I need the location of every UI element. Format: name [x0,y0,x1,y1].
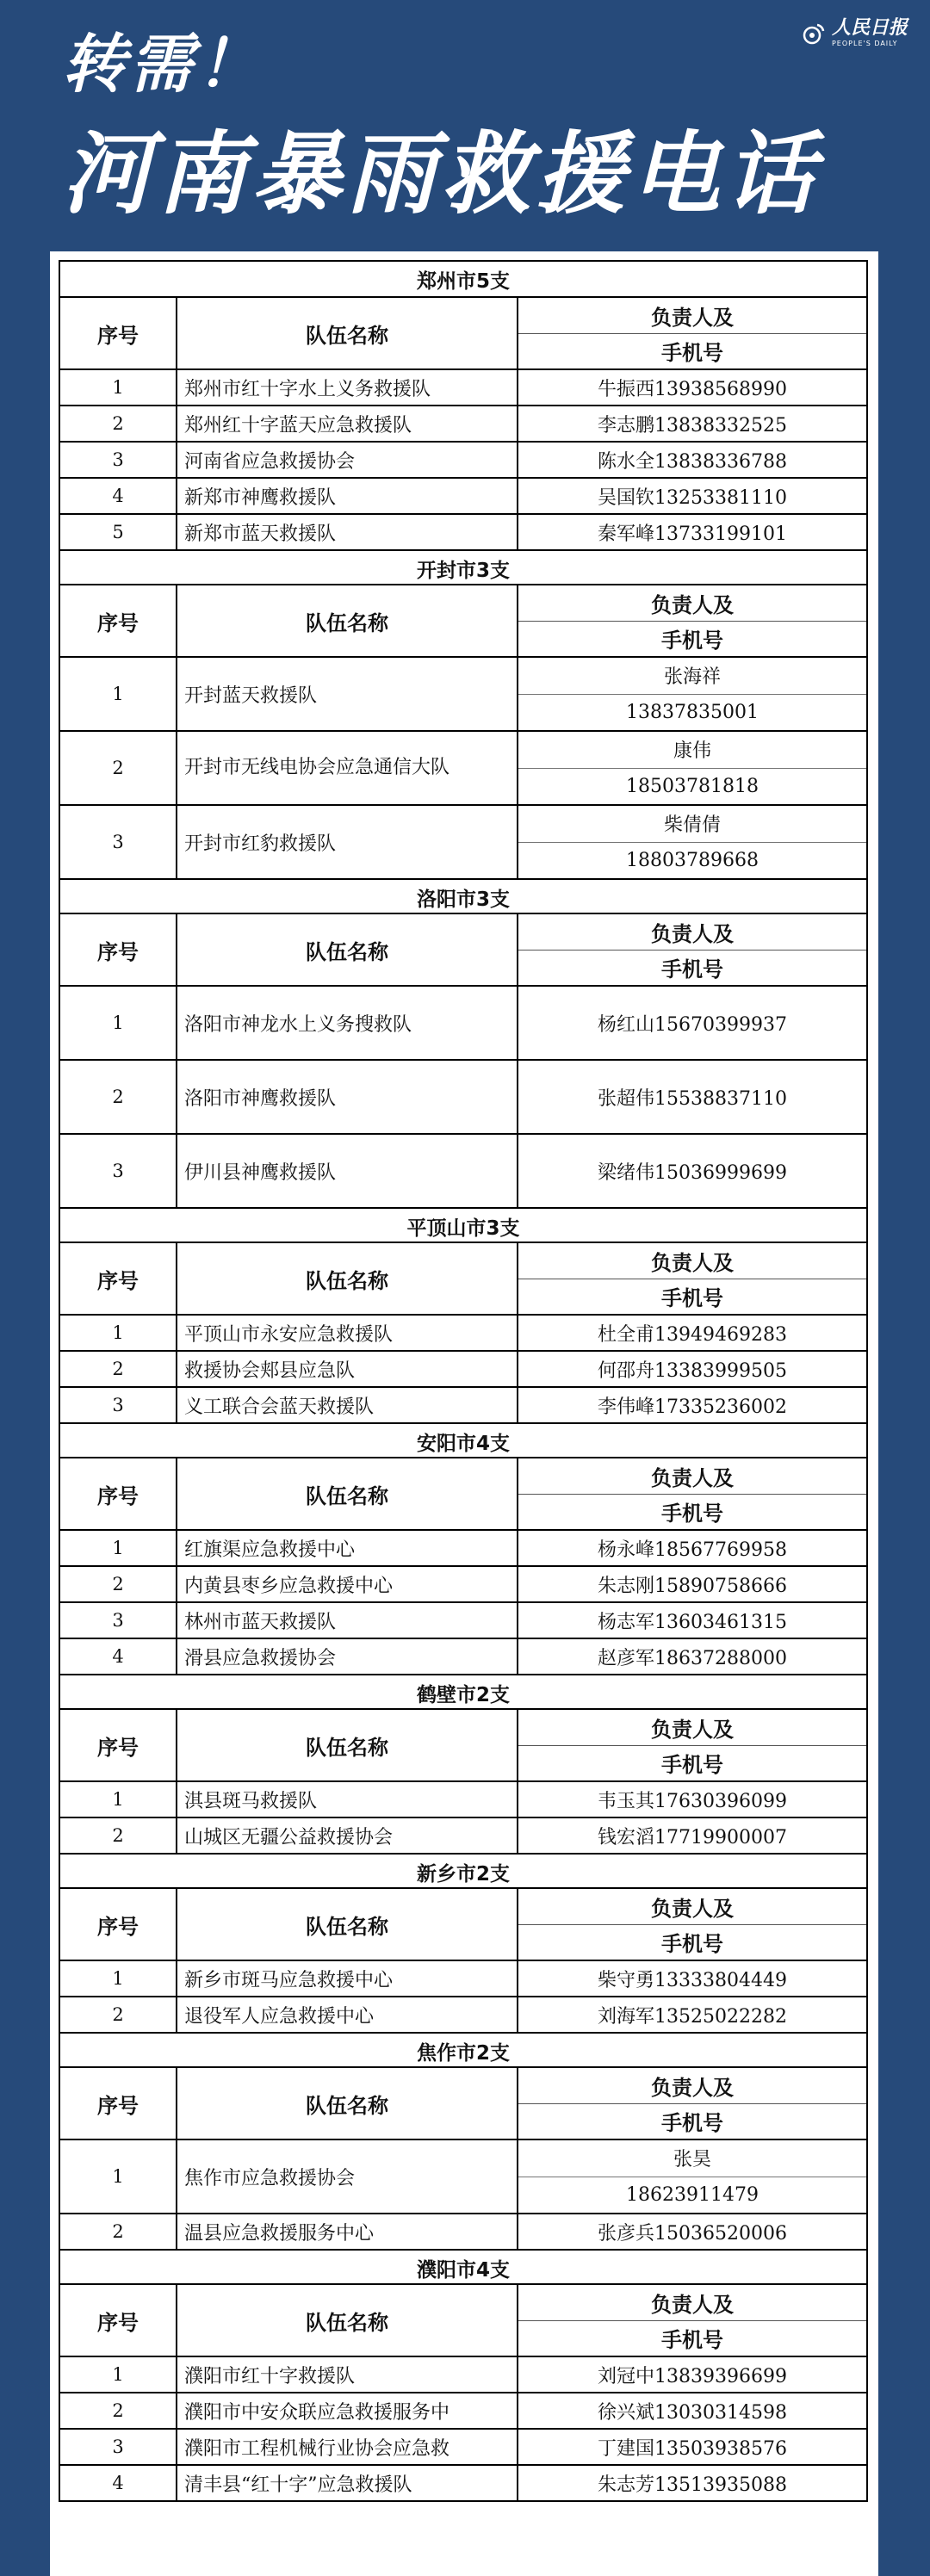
header-team: 队伍名称 [177,1458,518,1529]
header-index: 序号 [60,1710,177,1780]
table-row [60,477,866,513]
brand-name: 人民日报 [831,17,908,39]
team-name: 濮阳市工程机械行业协会应急救 [177,2430,518,2464]
contact-person: 康伟 [673,740,711,763]
page-header [0,0,930,258]
team-name: 濮阳市红十字救援队 [177,2357,518,2392]
contact-person-phone: 牛振西13938568990 [598,378,787,400]
header-contact-line1: 负责人及 [651,921,734,946]
table-row [60,1386,866,1422]
team-name: 山城区无疆公益救援协会 [177,1818,518,1853]
table-header-row [60,296,866,368]
header-contact-line1: 负责人及 [651,1465,734,1490]
row-index: 3 [60,806,177,878]
team-name: 内黄县枣乡应急救援中心 [177,1567,518,1601]
city-section-row [60,1207,866,1242]
header-team: 队伍名称 [177,914,518,985]
weibo-logo-icon [801,21,827,46]
table-row [60,656,866,730]
table-row [60,2464,866,2500]
header-contact [518,914,866,985]
table-row [60,2213,866,2249]
team-name: 开封蓝天救援队 [177,658,518,730]
team-name: 开封市红豹救援队 [177,806,518,878]
header-index: 序号 [60,914,177,985]
header-index: 序号 [60,2285,177,2356]
row-index: 1 [60,1531,177,1565]
contact-person-phone: 赵彦军18637288000 [598,1647,787,1669]
city-section-row [60,878,866,913]
contact-person-phone: 何邵舟13383999505 [598,1359,787,1382]
brand-watermark [801,19,908,47]
row-index: 2 [60,1818,177,1853]
table-row [60,368,866,405]
contact-phone: 18503781818 [518,768,866,805]
header-contact [518,298,866,368]
team-name: 开封市无线电协会应急通信大队 [177,732,518,804]
city-section-row [60,2249,866,2283]
contact-person-phone: 韦玉其17630396099 [598,1790,787,1812]
row-index: 5 [60,515,177,549]
rescue-table-sheet [50,251,878,2576]
team-name: 红旗渠应急救援中心 [177,1531,518,1565]
table-row [60,2392,866,2428]
header-index: 序号 [60,298,177,368]
contact-phone: 18803789668 [518,842,866,879]
team-name: 义工联合会蓝天救援队 [177,1388,518,1422]
header-contact-line2: 手机号 [518,1494,866,1530]
contact-person-phone: 徐兴斌13030314598 [598,2401,787,2424]
city-section-row [60,2032,866,2066]
header-contact-line2: 手机号 [518,1745,866,1781]
table-row [60,985,866,1059]
header-contact [518,1243,866,1314]
table-row [60,1996,866,2032]
team-name: 新乡市斑马应急救援中心 [177,1961,518,1996]
city-section-row [60,1422,866,1457]
city-name: 焦作市2支 [416,2041,510,2065]
header-contact-line2: 手机号 [518,1924,866,1960]
header-contact-line2: 手机号 [518,950,866,986]
team-name: 林州市蓝天救援队 [177,1603,518,1638]
contact-person-phone: 朱志刚15890758666 [598,1575,787,1597]
table-row [60,2428,866,2464]
table-row [60,730,866,804]
header-index: 序号 [60,1243,177,1314]
table-row [60,1314,866,1350]
row-index: 1 [60,1782,177,1817]
row-index: 2 [60,1997,177,2032]
contact-person-phone: 张超伟15538837110 [598,1087,787,1110]
row-index: 1 [60,2357,177,2392]
header-team: 队伍名称 [177,1243,518,1314]
row-index: 2 [60,2393,177,2428]
header-team: 队伍名称 [177,298,518,368]
contact-person-phone: 柴守勇13333804449 [598,1969,787,1991]
header-contact-line1: 负责人及 [651,1896,734,1921]
city-name: 洛阳市3支 [416,888,510,911]
contact-person-phone: 秦军峰13733199101 [598,523,787,545]
header-contact [518,585,866,656]
header-contact-line1: 负责人及 [651,2075,734,2100]
team-name: 郑州市红十字水上义务救援队 [177,370,518,405]
row-index: 1 [60,370,177,405]
contact-person-phone: 刘冠中13839396699 [598,2365,787,2387]
table-header-row [60,584,866,656]
table-row [60,405,866,441]
contact-person-phone: 刘海军13525022282 [598,2005,787,2028]
contact-person-phone: 杨永峰18567769958 [598,1539,787,1561]
contact-person-phone: 钱宏滔17719900007 [598,1826,787,1848]
city-name: 鹤壁市2支 [416,1683,510,1706]
row-index: 4 [60,1639,177,1674]
header-index: 序号 [60,2068,177,2139]
row-index: 1 [60,1961,177,1996]
team-name: 焦作市应急救援协会 [177,2140,518,2213]
contact-cell [518,658,866,730]
table-header-row [60,913,866,985]
table-row [60,804,866,878]
team-name: 淇县斑马救援队 [177,1782,518,1817]
table-row [60,1529,866,1565]
city-section-row [60,1674,866,1708]
header-contact [518,2068,866,2139]
row-index: 3 [60,2430,177,2464]
team-name: 洛阳市神龙水上义务搜救队 [177,987,518,1059]
header-team: 队伍名称 [177,1889,518,1960]
city-section-row [60,549,866,584]
team-name: 救援协会郏县应急队 [177,1352,518,1386]
row-index: 3 [60,1388,177,1422]
title-large: 河南暴雨救援电话 [62,121,821,226]
table-header-row [60,1887,866,1960]
contact-phone: 13837835001 [518,694,866,731]
row-index: 1 [60,1316,177,1350]
row-index: 2 [60,406,177,441]
contact-person: 张海祥 [663,666,721,689]
header-contact-line2: 手机号 [518,2320,866,2356]
team-name: 退役军人应急救援中心 [177,1997,518,2032]
table-row [60,1780,866,1817]
contact-cell [518,806,866,878]
row-index: 1 [60,2140,177,2213]
rescue-contact-table [59,260,868,2502]
header-contact [518,1889,866,1960]
table-row [60,1133,866,1207]
contact-cell [518,732,866,804]
city-section-row [60,1853,866,1887]
city-name: 平顶山市3支 [406,1217,520,1240]
table-header-row [60,2283,866,2356]
contact-person-phone: 杨志军13603461315 [598,1611,787,1633]
team-name: 新郑市神鹰救援队 [177,479,518,513]
contact-person-phone: 杜全甫13949469283 [598,1323,787,1346]
contact-person-phone: 吴国钦13253381110 [598,486,787,509]
contact-phone: 18623911479 [518,2177,866,2214]
row-index: 2 [60,1567,177,1601]
header-team: 队伍名称 [177,1710,518,1780]
row-index: 1 [60,658,177,730]
contact-person-phone: 梁绪伟15036999699 [598,1161,787,1184]
table-row [60,1059,866,1133]
table-row [60,1601,866,1638]
header-contact-line2: 手机号 [518,2103,866,2139]
header-contact-line1: 负责人及 [651,305,734,330]
header-contact-line2: 手机号 [518,1279,866,1315]
row-index: 1 [60,987,177,1059]
table-header-row [60,1242,866,1314]
header-contact-line2: 手机号 [518,333,866,369]
table-row [60,1350,866,1386]
team-name: 温县应急救援服务中心 [177,2214,518,2249]
contact-person-phone: 李志鹏13838332525 [598,414,787,437]
team-name: 河南省应急救援协会 [177,443,518,477]
table-header-row [60,1708,866,1780]
table-row [60,2139,866,2213]
header-contact-line2: 手机号 [518,621,866,657]
table-row [60,1960,866,1996]
row-index: 3 [60,443,177,477]
header-team: 队伍名称 [177,2068,518,2139]
row-index: 2 [60,1061,177,1133]
contact-person: 柴倩倩 [663,814,721,837]
contact-person-phone: 丁建国13503938576 [598,2437,787,2460]
header-contact [518,1710,866,1780]
contact-person-phone: 张彦兵15036520006 [598,2222,787,2245]
team-name: 平顶山市永安应急救援队 [177,1316,518,1350]
header-contact [518,1458,866,1529]
city-name: 开封市3支 [416,559,510,582]
row-index: 2 [60,2214,177,2249]
header-index: 序号 [60,585,177,656]
brand-subtitle: PEOPLE'S DAILY [831,40,898,47]
team-name: 新郑市蓝天救援队 [177,515,518,549]
city-name: 濮阳市4支 [416,2258,510,2282]
contact-person-phone: 朱志芳13513935088 [598,2474,787,2496]
team-name: 伊川县神鹰救援队 [177,1135,518,1207]
header-contact-line1: 负责人及 [651,1250,734,1275]
table-row [60,1638,866,1674]
header-contact [518,2285,866,2356]
team-name: 清丰县“红十字”应急救援队 [177,2466,518,2500]
table-row [60,1817,866,1853]
team-name: 郑州红十字蓝天应急救援队 [177,406,518,441]
contact-person-phone: 李伟峰17335236002 [598,1396,787,1418]
table-header-row [60,1457,866,1529]
header-contact-line1: 负责人及 [651,1717,734,1742]
team-name: 洛阳市神鹰救援队 [177,1061,518,1133]
team-name: 濮阳市中安众联应急救援服务中 [177,2393,518,2428]
contact-cell [518,2140,866,2213]
row-index: 4 [60,2466,177,2500]
contact-person: 张昊 [673,2149,711,2171]
row-index: 3 [60,1135,177,1207]
row-index: 3 [60,1603,177,1638]
contact-person-phone: 陈水全13838336788 [598,450,787,473]
table-row [60,1565,866,1601]
table-row [60,513,866,549]
city-name: 安阳市4支 [416,1432,510,1455]
city-section-row [60,262,866,296]
table-row [60,2356,866,2392]
table-header-row [60,2066,866,2139]
city-name: 郑州市5支 [416,269,510,293]
header-team: 队伍名称 [177,2285,518,2356]
title-small: 转需！ [62,28,264,102]
city-name: 新乡市2支 [416,1862,510,1886]
row-index: 4 [60,479,177,513]
header-contact-line1: 负责人及 [651,2292,734,2317]
header-contact-line1: 负责人及 [651,592,734,617]
header-team: 队伍名称 [177,585,518,656]
header-index: 序号 [60,1889,177,1960]
row-index: 2 [60,1352,177,1386]
contact-person-phone: 杨红山15670399937 [598,1013,787,1036]
header-index: 序号 [60,1458,177,1529]
table-row [60,441,866,477]
team-name: 滑县应急救援协会 [177,1639,518,1674]
row-index: 2 [60,732,177,804]
